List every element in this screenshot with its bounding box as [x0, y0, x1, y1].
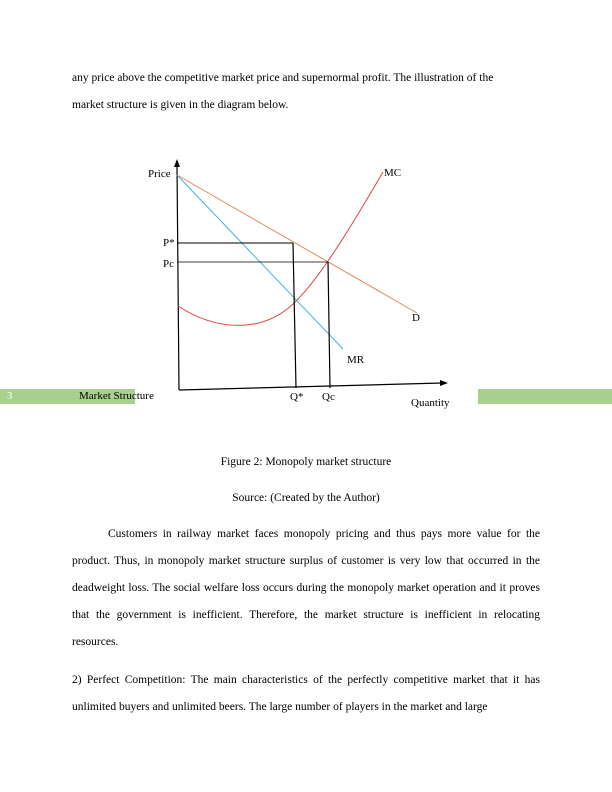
perfect-line-2: unlimited buyers and unlimited beers. The large number of players in the market and large [72, 701, 488, 713]
x-axis [179, 383, 442, 390]
perfect-line-1: 2) Perfect Competition: The main characteristics of the perfectly competitive market that it has [72, 674, 540, 686]
main-line-1: Customers in railway market faces monopoly pricing and thus pays more value for the [108, 528, 540, 540]
demand-curve [177, 175, 417, 313]
running-title: Market Structure [79, 390, 154, 402]
pc-label: Pc [163, 258, 174, 270]
main-line-4: proves that the government is inefficient. Therefore, the market structure is inefficient in [72, 582, 540, 621]
p-star-label: P* [163, 237, 175, 249]
qc-line [328, 262, 330, 388]
page-number: 3 [7, 390, 13, 402]
perfect-competition-paragraph [72, 667, 540, 721]
main-line-3: deadweight loss. The social welfare loss occurs during the monopoly market operation and it [72, 582, 506, 594]
figure-caption: Figure 2: Monopoly market structure [220, 456, 392, 468]
d-label: D [412, 312, 420, 324]
y-axis-arrow [174, 159, 180, 167]
intro-line-1: any price above the competitive market price and supernormal profit. The illustration of the [72, 72, 494, 84]
price-axis-label: Price [148, 168, 171, 180]
x-axis-arrow [440, 380, 448, 386]
q-star-label: Q* [290, 391, 304, 403]
main-line-2: product. Thus, in monopoly market structure surplus of customer is very low that occurred in the [72, 555, 540, 567]
intro-line-2: market structure is given in the diagram below. [72, 99, 289, 111]
mr-label: MR [347, 354, 365, 366]
mc-label: MC [384, 167, 402, 179]
main-line-5: relocating resources. [72, 609, 540, 648]
figure-source: Source: (Created by the Author) [232, 492, 380, 504]
quantity-axis-label: Quantity [411, 397, 450, 409]
qc-label: Qc [322, 391, 335, 403]
main-paragraph [72, 521, 540, 656]
y-axis [177, 165, 179, 390]
q-star-line [293, 243, 296, 388]
mc-curve [178, 172, 383, 325]
